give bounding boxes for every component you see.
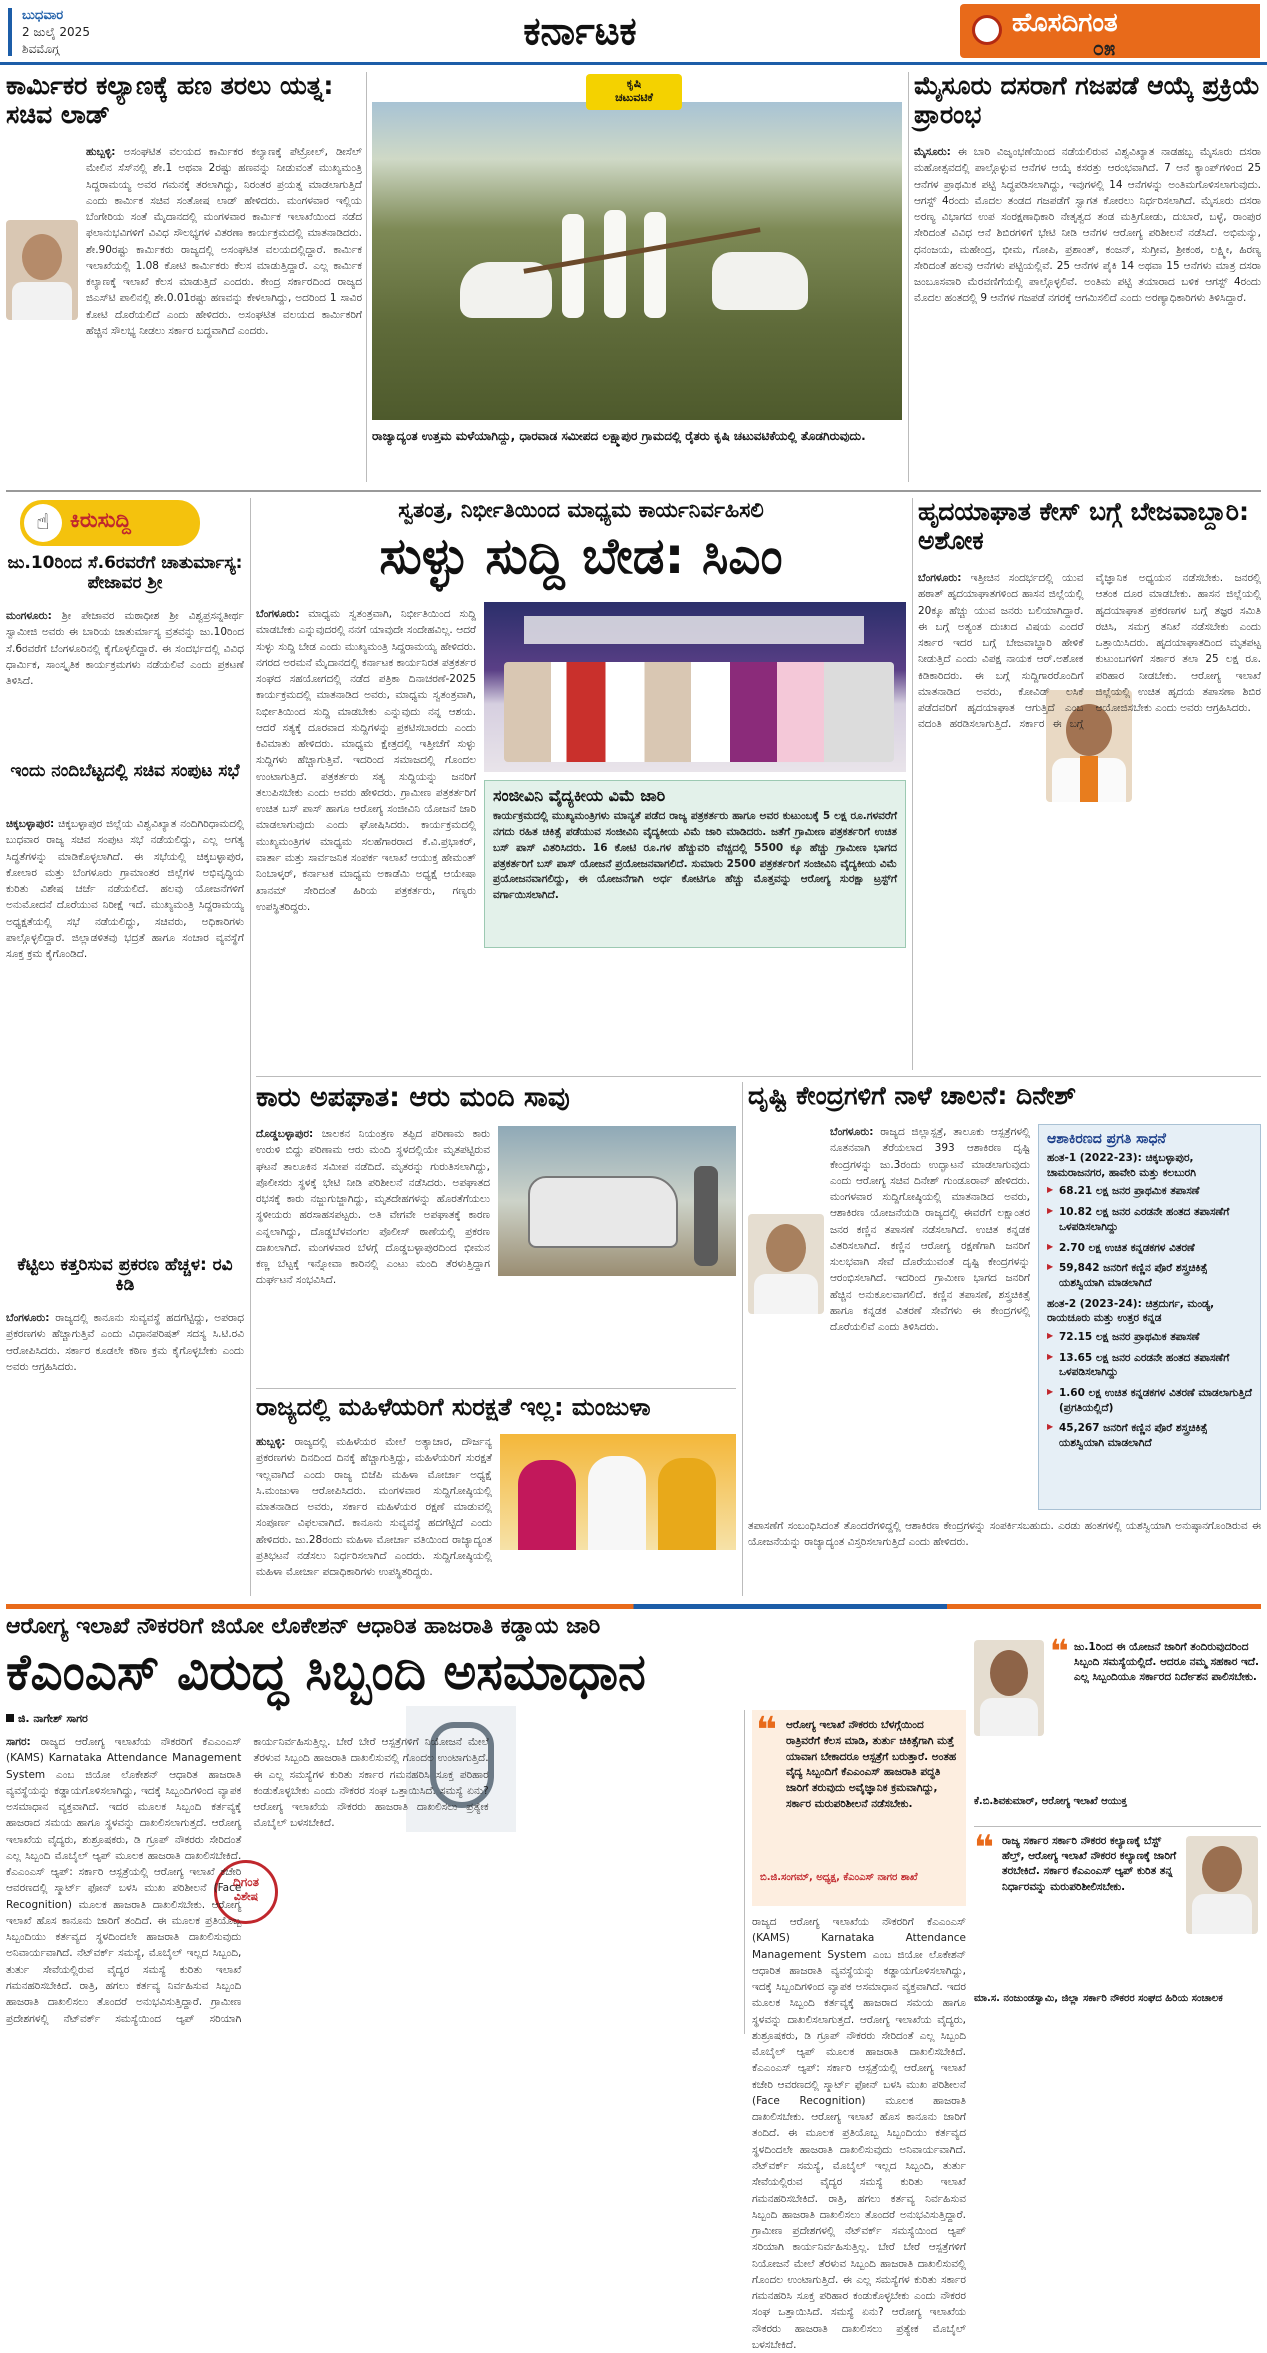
car-body: ಚಾಲಕನ ನಿಯಂತ್ರಣ ತಪ್ಪಿದ ಪರಿಣಾಮ ಕಾರು ಉರುಳಿ ಬಿದ್ದು ಪರಿಣಾಮ ಆರು ಮಂದಿ ಸ್ಥಳದಲ್ಲಿಯೇ ಮೃತಪಟ್ಟಿರುವ ಘಟನೆ ತಾಲೂಕಿನ ಸಮೀಪ ನಡೆದಿದೆ. ಮೃತರನ್ನು ಗುರುತಿಸಲಾಗಿದ್ದು, ಪೊಲೀಸರು ಸ್ಥಳಕ್ಕೆ ಭೇಟಿ ನೀಡಿ ಪರಿಶೀಲನೆ ನಡೆಸಿದರು. ಅಪಘಾತದ ರಭಸಕ್ಕೆ ಕಾರು ನಜ್ಜುಗುಜ್ಜಾಗಿದ್ದು, ಮೃತದೇಹಗಳನ್ನು ಹೊರತೆಗೆಯಲು ಸ್ಥಳೀಯರು ಹರಸಾಹಸಪಟ್ಟರು. ಅತಿ ವೇಗವೇ ಅಪಘಾತಕ್ಕೆ ಕಾರಣ ಎನ್ನಲಾಗಿದ್ದು, ದೊಡ್ಡಬೆಳವಂಗಲ ಪೊಲೀಸ್ ಠಾಣೆಯಲ್ಲಿ ಪ್ರಕರಣ ದಾಖಲಾಗಿದೆ. ಮಂಗಳವಾರ ಬೆಳಗ್ಗೆ ದೊಡ್ಡಬಳ್ಳಾಪುರದಿಂದ ಭೀಮನ ಕಣ್ಣ ಬೆಟ್ಟಕ್ಕೆ ಇನ್ನೋವಾ ಕಾರಿನಲ್ಲಿ ಎಂಟು ಮಂದಿ ತೆರಳುತ್ತಿದ್ದಾಗ ದುರ್ಘಟನೆ ಸಂಭವಿಸಿದೆ. [256, 1128, 491, 1287]
list-item: ▶ 2.70 ಲಕ್ಷ ಉಚಿತ ಕನ್ನಡಕಗಳ ವಿತರಣೆ [1047, 1241, 1252, 1256]
pointing-hand-icon: ☝ [24, 504, 62, 542]
cm-headline: ಸುಳ್ಳು ಸುದ್ದಿ ಬೇಡ: ಸಿಎಂ [379, 527, 783, 585]
speaker-1-icon [518, 1460, 576, 1550]
kirusuddi-column [6, 498, 244, 1596]
cm-dignitaries [504, 662, 894, 762]
speaker-2-icon [588, 1456, 646, 1550]
dinesh-dateline: ಬೆಂಗಳೂರು: [830, 1126, 874, 1138]
kams-story [6, 1614, 1261, 2351]
day-label: ಬುಧವಾರ [22, 8, 64, 23]
kirusuddi-text: ಕಿರುಸುದ್ದಿ [70, 508, 131, 532]
dinesh-body: ರಾಜ್ಯದ ಜಿಲ್ಲಾಸ್ಪತ್ರೆ, ತಾಲೂಕು ಆಸ್ಪತ್ರೆಗಳಲ್ಲಿ ನೂತನವಾಗಿ ತೆರೆಯಲಾದ 393 ಆಶಾಕಿರಣ ದೃಷ್ಟಿ ಕೇಂದ್ರಗಳನ್ನು ಜು.3ರಂದು ಉದ್ಘಾಟನೆ ಮಾಡಲಾಗುವುದು ಎಂದು ಆರೋಗ್ಯ ಸಚಿವ ದಿನೇಶ್ ಗುಂಡೂರಾವ್ ಹೇಳಿದರು. ಮಂಗಳವಾರ ಸುದ್ದಿಗೋಷ್ಠಿಯಲ್ಲಿ ಮಾತನಾಡಿದ ಅವರು, ಆಶಾಕಿರಣ ಯೋಜನೆಯಡಿ ರಾಜ್ಯದಲ್ಲಿ ಈವರೆಗೆ ಲಕ್ಷಾಂತರ ಜನರ ಕಣ್ಣಿನ ತಪಾಸಣೆ ನಡೆಸಲಾಗಿದೆ. ಉಚಿತ ಕನ್ನಡಕ ವಿತರಿಸಲಾಗಿದೆ. ಕಣ್ಣಿನ ಆರೋಗ್ಯ ರಕ್ಷಣೆಗಾಗಿ ಜನರಿಗೆ ಸುಲಭವಾಗಿ ಸೇವೆ ದೊರೆಯುವಂತೆ ದೃಷ್ಟಿ ಕೇಂದ್ರಗಳನ್ನು ಆರಂಭಿಸಲಾಗಿದೆ. ಇದರಿಂದ ಗ್ರಾಮೀಣ ಭಾಗದ ಜನರಿಗೆ ಹೆಚ್ಚಿನ ಅನುಕೂಲವಾಗಲಿದೆ. ಕಣ್ಣಿನ ತಪಾಸಣೆ, ಶಸ್ತ್ರಚಿಕಿತ್ಸೆ ಹಾಗೂ ಕನ್ನಡಕ ವಿತರಣೆ ಸೇವೆಗಳು ಈ ಕೇಂದ್ರಗಳಲ್ಲಿ ದೊರೆಯಲಿವೆ ಎಂದು ತಿಳಿಸಿದರು. [830, 1126, 1030, 1334]
divider [908, 72, 909, 482]
dasara-dateline: ಮೈಸೂರು: [914, 146, 951, 158]
ashok-headline: ಹೃದಯಾಘಾತ ಕೇಸ್ ಬಗ್ಗೆ ಬೇಜವಾಬ್ದಾರಿ: ಅಶೋಕ [918, 497, 1249, 555]
car-accident-story [256, 1082, 736, 1382]
quote2-text: ಜು.1ರಿಂದ ಈ ಯೋಜನೆ ಜಾರಿಗೆ ತಂದಿರುವುದರಿಂದ ಸಿಬ್ಬಂದಿ ಸಮಸ್ಯೆಯಲ್ಲಿದೆ. ಆದರೂ ನಮ್ಮ ಸಹಕಾರ ಇದೆ. ಎಲ್ಲ ಸಿಬ್ಬಂದಿಯೂ ಸರ್ಕಾರದ ನಿರ್ದೇಶನ ಪಾಲಿಸಬೇಕು. [1074, 1641, 1260, 1684]
car-dateline: ದೊಡ್ಡಬಳ್ಳಾಪುರ: [256, 1128, 314, 1140]
list-item: ▶ 1.60 ಲಕ್ಷ ಉಚಿತ ಕನ್ನಡಕಗಳ ವಿತರಣೆ ಮಾಡಲಾಗುತ್ತಿದೆ (ಪ್ರಗತಿಯಲ್ಲಿದೆ) [1047, 1386, 1252, 1415]
quote1-by: ಬಿ.ಜಿ.ಸಂಗಮ್, ಅಧ್ಯಕ್ಷ, ಕೆಎಂಎಸ್ ನಾಗರ ಶಾಖೆ [760, 1872, 918, 1883]
women-dateline: ಹುಬ್ಬಳ್ಳಿ: [256, 1436, 286, 1448]
masthead [0, 0, 1267, 62]
cm-body: ಮಾಧ್ಯಮ ಸ್ವತಂತ್ರವಾಗಿ, ನಿರ್ಭೀತಿಯಿಂದ ಸುದ್ದಿ ಮಾಡಬೇಕು ಎನ್ನುವುದರಲ್ಲಿ ನನಗೆ ಯಾವುದೇ ಸಂದೇಹವಿಲ್ಲ. ಆದರೆ ಸುಳ್ಳು ಸುದ್ದಿ ಬೇಡ ಎಂದು ಮುಖ್ಯಮಂತ್ರಿ ಸಿದ್ದರಾಮಯ್ಯ ಹೇಳಿದರು. ನಗರದ ಅರಮನೆ ಮೈದಾನದಲ್ಲಿ ಕರ್ನಾಟಕ ಕಾರ್ಯನಿರತ ಪತ್ರಕರ್ತರ ಸಂಘದ ಸಹಯೋಗದಲ್ಲಿ ನಡೆದ ಪತ್ರಿಕಾ ದಿನಾಚರಣೆ-2025 ಕಾರ್ಯಕ್ರಮದಲ್ಲಿ ಮಾತನಾಡಿದ ಅವರು, ಮಾಧ್ಯಮ ಸ್ವತಂತ್ರವಾಗಿ, ನಿರ್ಭೀತಿಯಿಂದ ಸುದ್ದಿ ಮಾಡಬೇಕು ಎನ್ನುವುದು ನನ್ನ ಆಶಯ. ಆದರೆ ಸತ್ಯಕ್ಕೆ ದೂರವಾದ ಸುದ್ದಿಗಳನ್ನು ಪ್ರಕಟಿಸಬಾರದು ಎಂದು ಕಿವಿಮಾತು ಹೇಳಿದರು. ಮಾಧ್ಯಮ ಕ್ಷೇತ್ರದಲ್ಲಿ ಇತ್ತೀಚೆಗೆ ಸುಳ್ಳು ಸುದ್ದಿಗಳು ಹೆಚ್ಚಾಗುತ್ತಿವೆ. ಇದರಿಂದ ಸಮಾಜದಲ್ಲಿ ಗೊಂದಲ ಉಂಟಾಗುತ್ತಿದೆ. ಪತ್ರಕರ್ತರು ಸತ್ಯ ಸುದ್ದಿಯನ್ನು ಜನರಿಗೆ ತಲುಪಿಸಬೇಕು ಎಂದು ಅವರು ಹೇಳಿದರು. ಗ್ರಾಮೀಣ ಪತ್ರಕರ್ತರಿಗೆ ಉಚಿತ ಬಸ್ ಪಾಸ್ ಹಾಗೂ ಆರೋಗ್ಯ ಸಂಜೀವಿನಿ ಯೋಜನೆ ಜಾರಿ ಮಾಡಲಾಗುವುದು ಎಂದು ಘೋಷಿಸಿದರು. ಕಾರ್ಯಕ್ರಮದಲ್ಲಿ ಮುಖ್ಯಮಂತ್ರಿಗಳ ಮಾಧ್ಯಮ ಸಲಹೆಗಾರರಾದ ಕೆ.ವಿ.ಪ್ರಭಾಕರ್, ವಾರ್ತಾ ಮತ್ತು ಸಾರ್ವಜನಿಕ ಸಂಪರ್ಕ ಇಲಾಖೆ ಆಯುಕ್ತ ಹೇಮಂತ್ ನಿಂಬಾಳ್ಕರ್, ಕರ್ನಾಟಕ ಮಾಧ್ಯಮ ಅಕಾಡೆಮಿ ಅಧ್ಯಕ್ಷೆ ಆಯೇಷಾ ಖಾನಮ್ ಸೇರಿದಂತೆ ಹಿರಿಯ ಪತ್ರಕರ್ತರು, ಗಣ್ಯರು ಉಪಸ್ಥಿತರಿದ್ದರು. [256, 608, 476, 913]
women-safety-story [256, 1394, 736, 1596]
dasara-body: ಈ ಬಾರಿ ವಿಜೃಂಭಣೆಯಿಂದ ನಡೆಯಲಿರುವ ವಿಶ್ವವಿಖ್ಯಾತ ನಾಡಹಬ್ಬ ಮೈಸೂರು ದಸರಾ ಮಹೋತ್ಸವದಲ್ಲಿ ಪಾಲ್ಗೊಳ್ಳುವ ಆನೆಗಳ ಆಯ್ಕೆ ಕಸರತ್ತು ಆರಂಭವಾಗಿದೆ. 7 ಆನೆ ಕ್ಯಾಂಪ್‌ಗಳಿಂದ 25 ಆನೆಗಳ ಪ್ರಾಥಮಿಕ ಪಟ್ಟಿ ಸಿದ್ಧಪಡಿಸಲಾಗಿದ್ದು, ಇವುಗಳಲ್ಲಿ 14 ಆನೆಗಳನ್ನು ಅಂತಿಮಗೊಳಿಸಲಾಗುವುದು. ಆಗಸ್ಟ್ 4ರಂದು ಮೊದಲ ತಂಡದ ಗಜಪಡೆಗೆ ಸ್ವಾಗತ ಕೋರಲು ನಿರ್ಧರಿಸಲಾಗಿದೆ. ಮೈಸೂರು ದಸರಾ ಅರಣ್ಯ ವಿಭಾಗದ ಉಪ ಸಂರಕ್ಷಣಾಧಿಕಾರಿ ನೇತೃತ್ವದ ತಂಡ ಮತ್ತಿಗೋಡು, ದುಬಾರೆ, ಬಳ್ಳೆ, ರಾಂಪುರ ಸೇರಿದಂತೆ ವಿವಿಧ ಆನೆ ಶಿಬಿರಗಳಿಗೆ ಭೇಟಿ ನೀಡಿ ಆನೆಗಳ ಆರೋಗ್ಯ ಪರಿಶೀಲನೆ ನಡೆಸಿದೆ. ಅಭಿಮನ್ಯು, ಧನಂಜಯ, ಮಹೇಂದ್ರ, ಭೀಮ, ಗೋಪಿ, ಪ್ರಶಾಂತ್, ಕಂಜನ್, ಸುಗ್ರೀವ, ಶ್ರೀಕಂಠ, ಲಕ್ಷ್ಮೀ, ಹಿರಣ್ಯ ಸೇರಿದಂತೆ ಹಲವು ಆನೆಗಳು ಪಟ್ಟಿಯಲ್ಲಿವೆ. 25 ಆನೆಗಳ ಪೈಕಿ 14 ಅಥವಾ 15 ಆನೆಗಳು ಮಾತ್ರ ದಸರಾ ಜಂಬೂಸವಾರಿ ಮೆರವಣಿಗೆಯಲ್ಲಿ ಪಾಲ್ಗೊಳ್ಳಲಿವೆ. ಅಂತಿಮ ಪಟ್ಟಿ ತಯಾರಾದ ಬಳಿಕ ಆಗಸ್ಟ್ 4ರಂದು ಮೊದಲ ಹಂತದಲ್ಲಿ 9 ಆನೆಗಳ ಗಜಪಡೆ ನಗರಕ್ಕೆ ಆಗಮಿಸಲಿದೆ ಎಂದು ಅರಣ್ಯಾಧಿಕಾರಿಗಳು ತಿಳಿಸಿದ್ದಾರೆ. [914, 146, 1261, 305]
quote2-box [974, 1632, 1261, 1822]
kams-body: ರಾಜ್ಯದ ಆರೋಗ್ಯ ಇಲಾಖೆಯ ನೌಕರರಿಗೆ ಕೆಎಎಂಎಸ್ (KAMS) Karnataka Attendance Management System ಎಂಬ ಜಿಯೋ ಲೊಕೇಶನ್ ಆಧಾರಿತ ಹಾಜರಾತಿ ವ್ಯವಸ್ಥೆಯನ್ನು ಕಡ್ಡಾಯಗೊಳಿಸಲಾಗಿದ್ದು, ಇದಕ್ಕೆ ಸಿಬ್ಬಂದಿಗಳಿಂದ ವ್ಯಾಪಕ ಅಸಮಾಧಾನ ವ್ಯಕ್ತವಾಗಿದೆ. ಇದರ ಮೂಲಕ ಸಿಬ್ಬಂದಿ ಕರ್ತವ್ಯಕ್ಕೆ ಹಾಜರಾದ ಸಮಯ ಹಾಗೂ ಸ್ಥಳವನ್ನು ದಾಖಲಿಸಲಾಗುತ್ತದೆ. ಆರೋಗ್ಯ ಇಲಾಖೆಯ ವೈದ್ಯರು, ಶುಶ್ರೂಷಕರು, ಡಿ ಗ್ರೂಪ್ ನೌಕರರು ಸೇರಿದಂತೆ ಎಲ್ಲ ಸಿಬ್ಬಂದಿ ಮೊಬೈಲ್ ಆ್ಯಪ್ ಮೂಲಕ ಹಾಜರಾತಿ ದಾಖಲಿಸಬೇಕಿದೆ. ಕೆಎಎಂಎಸ್ ಆ್ಯಪ್: ಸರ್ಕಾರಿ ಆಸ್ಪತ್ರೆಯಲ್ಲಿ ಆರೋಗ್ಯ ಇಲಾಖೆ ಕಚೇರಿ ಆವರಣದಲ್ಲಿ ಸ್ಮಾರ್ಟ್ ಫೋನ್ ಬಳಸಿ ಮುಖ ಪರಿಶೀಲನೆ (Face Recognition) ಮೂಲಕ ಹಾಜರಾತಿ ದಾಖಲಿಸಬೇಕು. ಆರೋಗ್ಯ ಇಲಾಖೆ ಹೊಸ ಕಾನೂನು ಜಾರಿಗೆ ತಂದಿದೆ. ಈ ಮೂಲಕ ಪ್ರತಿಯೊಬ್ಬ ಸಿಬ್ಬಂದಿಯು ಕರ್ತವ್ಯದ ಸ್ಥಳದಿಂದಲೇ ಹಾಜರಾತಿ ದಾಖಲಿಸುವುದು ಅನಿವಾರ್ಯವಾಗಿದೆ. ನೆಟ್‌ವರ್ಕ್ ಸಮಸ್ಯೆ, ಮೊಬೈಲ್ ಇಲ್ಲದ ಸಿಬ್ಬಂದಿ, ತುರ್ತು ಸೇವೆಯಲ್ಲಿರುವ ವೈದ್ಯರ ಸಮಸ್ಯೆ ಕುರಿತು ಇಲಾಖೆ ಗಮನಹರಿಸಬೇಕಿದೆ. ರಾತ್ರಿ, ಹಗಲು ಕರ್ತವ್ಯ ನಿರ್ವಹಿಸುವ ಸಿಬ್ಬಂದಿ ಹಾಜರಾತಿ ದಾಖಲಿಸಲು ತೊಂದರೆ ಅನುಭವಿಸುತ್ತಿದ್ದಾರೆ. ಗ್ರಾಮೀಣ ಪ್ರದೇಶಗಳಲ್ಲಿ ನೆಟ್‌ವರ್ಕ್ ಸಮಸ್ಯೆಯಿಂದ ಆ್ಯಪ್ ಸರಿಯಾಗಿ ಕಾರ್ಯನಿರ್ವಹಿಸುತ್ತಿಲ್ಲ. ಬೇರೆ ಬೇರೆ ಆಸ್ಪತ್ರೆಗಳಿಗೆ ನಿಯೋಜನೆ ಮೇಲೆ ತೆರಳುವ ಸಿಬ್ಬಂದಿ ಹಾಜರಾತಿ ದಾಖಲಿಸುವಲ್ಲಿ ಗೊಂದಲ ಉಂಟಾಗುತ್ತಿದೆ. ಈ ಎಲ್ಲ ಸಮಸ್ಯೆಗಳ ಕುರಿತು ಸರ್ಕಾರ ಗಮನಹರಿಸಿ ಸೂಕ್ತ ಪರಿಹಾರ ಕಂಡುಕೊಳ್ಳಬೇಕು ಎಂದು ನೌಕರರ ಸಂಘ ಒತ್ತಾಯಿಸಿದೆ. ಸಮಸ್ಯೆ ಏನು? ಆರೋಗ್ಯ ಇಲಾಖೆಯ ನೌಕರರು ಹಾಜರಾತಿ ದಾಖಲಿಸಲು ಪ್ರತ್ಯೇಕ ಮೊಬೈಲ್ ಬಳಸಬೇಕಿದೆ. [6, 1736, 489, 2025]
sanjeevini-title: ಸಂಜೀವಿನಿ ವೈದ್ಯಕೀಯ ವಿಮೆ ಜಾರಿ [493, 786, 666, 805]
phase2-list [1047, 1330, 1252, 1451]
labour-headline: ಕಾರ್ಮಿಕರ ಕಲ್ಯಾಣಕ್ಕೆ ಹಣ ತರಲು ಯತ್ನ: ಸಚಿವ ಲಾಡ್ [6, 71, 334, 129]
kams-side-note [752, 1914, 966, 2351]
kirusuddi-label [20, 500, 200, 546]
nanjundaswamy-face-icon [1202, 1846, 1242, 1892]
quote2-by: ಕೆ.ಬಿ.ಶಿವಕುಮಾರ್, ಆರೋಗ್ಯ ಇಲಾಖೆ ಆಯುಕ್ತ [974, 1796, 1127, 1807]
list-item: ▶ 10.82 ಲಕ್ಷ ಜನರ ಎರಡನೇ ಹಂತದ ತಪಾಸಣೆಗೆ ಒಳಪಡಿಸಲಾಗಿದ್ದು [1047, 1205, 1252, 1234]
quote1-box [752, 1710, 966, 1906]
ashakirana-box [1038, 1124, 1261, 1510]
nanjundaswamy-shirt-icon [1192, 1894, 1252, 1934]
dasara-headline: ಮೈಸೂರು ದಸರಾಗೆ ಗಜಪಡೆ ಆಯ್ಕೆ ಪ್ರಕ್ರಿಯೆ ಪ್ರಾರಂಭ [914, 71, 1261, 129]
kirusuddi-item2-title: ಇಂದು ನಂದಿಬೆಟ್ಟದಲ್ಲಿ ಸಚಿವ ಸಂಪುಟ ಸಭೆ [10, 761, 240, 781]
ashok-dateline: ಬೆಂಗಳೂರು: [918, 572, 962, 584]
list-item: ▶ 45,267 ಜನರಿಗೆ ಕಣ್ಣಿನ ಪೊರೆ ಶಸ್ತ್ರಚಿಕಿತ್ಸೆ ಯಶಸ್ವಿಯಾಗಿ ಮಾಡಲಾಗಿದೆ [1047, 1421, 1252, 1450]
dinesh-headline: ದೃಷ್ಟಿ ಕೇಂದ್ರಗಳಿಗೆ ನಾಳೆ ಚಾಲನೆ: ದಿನೇಶ್ [748, 1081, 1077, 1110]
ashok-body: ಇತ್ತೀಚಿನ ಸಂದರ್ಭದಲ್ಲಿ ಯುವ ಹಠಾತ್ ಹೃದಯಾಘಾತಗಳಿಂದ ಹಾಸನ ಜಿಲ್ಲೆಯಲ್ಲಿ 20ಕ್ಕೂ ಹೆಚ್ಚು ಯುವ ಜನರು ಬಲಿಯಾಗಿದ್ದಾರೆ. ಈ ಬಗ್ಗೆ ಅತ್ಯಂತ ದುಃಖದ ವಿಷಯ ಎಂದರೆ ಸರ್ಕಾರ ಇದರ ಬಗ್ಗೆ ಬೇಜವಾಬ್ದಾರಿ ಹೇಳಿಕೆ ನೀಡುತ್ತಿದೆ ಎಂದು ವಿಪಕ್ಷ ನಾಯಕ ಆರ್.ಅಶೋಕ ಕಿಡಿಕಾರಿದರು. ಈ ಬಗ್ಗೆ ಸುದ್ದಿಗಾರರೊಂದಿಗೆ ಮಾತನಾಡಿದ ಅವರು, ಕೋವಿಡ್ ಲಸಿಕೆ ಪಡೆದವರಿಗೆ ಹೃದಯಾಘಾತ ಆಗುತ್ತಿದೆ ಎಂಬ ವದಂತಿ ಹರಡಿಸಲಾಗುತ್ತಿದೆ. ಸರ್ಕಾರ ಈ ಬಗ್ಗೆ ವೈಜ್ಞಾನಿಕ ಅಧ್ಯಯನ ನಡೆಸಬೇಕು. ಜನರಲ್ಲಿ ಆತಂಕ ದೂರ ಮಾಡಬೇಕು. ಹಾಸನ ಜಿಲ್ಲೆಯಲ್ಲಿ ಹೃದಯಾಘಾತ ಪ್ರಕರಣಗಳ ಬಗ್ಗೆ ತಜ್ಞರ ಸಮಿತಿ ರಚಿಸಿ, ಸಮಗ್ರ ತನಿಖೆ ನಡೆಸಬೇಕು ಎಂದು ಒತ್ತಾಯಿಸಿದರು. ಹೃದಯಾಘಾತದಿಂದ ಮೃತಪಟ್ಟ ಕುಟುಂಬಗಳಿಗೆ ಸರ್ಕಾರ ತಲಾ 25 ಲಕ್ಷ ರೂ. ಪರಿಹಾರ ನೀಡಬೇಕು. ಆರೋಗ್ಯ ಇಲಾಖೆ ಜಿಲ್ಲೆಯಲ್ಲಿ ಉಚಿತ ಹೃದಯ ತಪಾಸಣಾ ಶಿಬಿರ ಆಯೋಜಿಸಬೇಕು ಎಂದು ಅವರು ಆಗ್ರಹಿಸಿದರು. [918, 572, 1261, 731]
women-body: ರಾಜ್ಯದಲ್ಲಿ ಮಹಿಳೆಯರ ಮೇಲೆ ಅತ್ಯಾಚಾರ, ದೌರ್ಜನ್ಯ ಪ್ರಕರಣಗಳು ದಿನದಿಂದ ದಿನಕ್ಕೆ ಹೆಚ್ಚಾಗುತ್ತಿದ್ದು, ಮಹಿಳೆಯರಿಗೆ ಸುರಕ್ಷತೆ ಇಲ್ಲವಾಗಿದೆ ಎಂದು ರಾಜ್ಯ ಬಿಜೆಪಿ ಮಹಿಳಾ ಮೋರ್ಚಾ ಅಧ್ಯಕ್ಷೆ ಸಿ.ಮಂಜುಳಾ ಆರೋಪಿಸಿದರು. ಮಂಗಳವಾರ ಸುದ್ದಿಗೋಷ್ಠಿಯಲ್ಲಿ ಮಾತನಾಡಿದ ಅವರು, ಸರ್ಕಾರ ಮಹಿಳೆಯರ ರಕ್ಷಣೆ ಮಾಡುವಲ್ಲಿ ಸಂಪೂರ್ಣ ವಿಫಲವಾಗಿದೆ. ಕಾನೂನು ಸುವ್ಯವಸ್ಥೆ ಹದಗೆಟ್ಟಿದೆ ಎಂದು ಹೇಳಿದರು. ಜು.28ರಂದು ಮಹಿಳಾ ಮೋರ್ಚಾ ವತಿಯಿಂದ ರಾಜ್ಯಾದ್ಯಂತ ಪ್ರತಿಭಟನೆ ನಡೆಸಲು ನಿರ್ಧರಿಸಲಾಗಿದೆ ಎಂದರು. ಸುದ್ದಿಗೋಷ್ಠಿಯಲ್ಲಿ ಮಹಿಳಾ ಮೋರ್ಚಾ ಪದಾಧಿಕಾರಿಗಳು ಉಪಸ್ಥಿತರಿದ್ದರು. [256, 1436, 492, 1579]
dasara-story [914, 72, 1261, 482]
cm-story [256, 498, 906, 1070]
page-number: ೦೫ [1092, 36, 1116, 60]
labour-dateline: ಹುಬ್ಬಳ್ಳಿ: [86, 146, 116, 158]
women-headline: ರಾಜ್ಯದಲ್ಲಿ ಮಹಿಳೆಯರಿಗೆ ಸುರಕ್ಷತೆ ಇಲ್ಲ: ಮಂಜುಳಾ [256, 1393, 651, 1421]
car-wreck-photo [498, 1126, 736, 1276]
kirusuddi-item3-body: ರಾಜ್ಯದಲ್ಲಿ ಕಾನೂನು ಸುವ್ಯವಸ್ಥೆ ಹದಗೆಟ್ಟಿದ್ದು, ಅಪರಾಧ ಪ್ರಕರಣಗಳು ಹೆಚ್ಚಾಗುತ್ತಿವೆ ಎಂದು ವಿಧಾನಪರಿಷತ್ ಸದಸ್ಯ ಸಿ.ಟಿ.ರವಿ ಆರೋಪಿಸಿದರು. ಸರ್ಕಾರ ಕೂಡಲೇ ಕಠಿಣ ಕ್ರಮ ಕೈಗೊಳ್ಳಬೇಕು ಎಂದು ಅವರು ಆಗ್ರಹಿಸಿದರು. [6, 1312, 245, 1373]
date-label: 2 ಜುಲೈ 2025 [22, 25, 90, 39]
kams-dateline: ಸಾಗರ: [6, 1736, 31, 1748]
byline-square-icon [6, 1714, 14, 1722]
cm-stage-banner [524, 616, 864, 644]
divider [366, 72, 367, 482]
labour-body: ಅಸಂಘಟಿತ ವಲಯದ ಕಾರ್ಮಿಕರ ಕಲ್ಯಾಣಕ್ಕೆ ಪೆಟ್ರೋಲ್, ಡೀಸೆಲ್ ಮೇಲಿನ ಸೆಸ್‌ನಲ್ಲಿ ಶೇ.1 ಅಥವಾ 2ರಷ್ಟು ಹಣವನ್ನು ನೀಡುವಂತೆ ಮುಖ್ಯಮಂತ್ರಿ ಸಿದ್ದರಾಮಯ್ಯ ಅವರ ಗಮನಕ್ಕೆ ತರಲಾಗಿದ್ದು, ನಿರಂತರ ಪ್ರಯತ್ನ ಮಾಡಲಾಗುತ್ತಿದೆ ಎಂದು ಕಾರ್ಮಿಕ ಸಚಿವ ಸಂತೋಷ ಲಾಡ್ ಹೇಳಿದರು. ಮಂಗಳವಾರ ಇಲ್ಲಿಯ ಬೆಂಗೇರಿಯ ಸಂತೆ ಮೈದಾನದಲ್ಲಿ ಮಂಗಳವಾರ ಕಾರ್ಮಿಕ ಇಲಾಖೆಯಿಂದ ನಡೆದ ಫಲಾನುಭವಿಗಳಿಗೆ ವಿವಿಧ ಸೌಲಭ್ಯಗಳ ವಿತರಣಾ ಕಾರ್ಯಕ್ರಮದಲ್ಲಿ ಮಾತನಾಡಿದರು. ಶೇ.90ರಷ್ಟು ಕಾರ್ಮಿಕರು ರಾಜ್ಯದಲ್ಲಿ ಅಸಂಘಟಿತ ವಲಯದಲ್ಲಿದ್ದಾರೆ. ಕಾರ್ಮಿಕ ಇಲಾಖೆಯಲ್ಲಿ 1.08 ಕೋಟಿ ಕಾರ್ಮಿಕರು ಕೆಲಸ ಮಾಡುತ್ತಿದ್ದಾರೆ. ಎಲ್ಲ ಕಾರ್ಮಿಕ ಕಲ್ಯಾಣಕ್ಕೆ ಇಲಾಖೆ ಕೆಲಸ ಮಾಡುತ್ತಿದೆ ಎಂದರು. ಕೇಂದ್ರ ಸರ್ಕಾರದಿಂದ ರಾಜ್ಯದ ಜಿಎಸ್‌ಟಿ ಪಾಲಿನಲ್ಲಿ ಶೇ.0.01ರಷ್ಟು ಹಣವನ್ನು ಕೇಳಲಾಗಿದ್ದು, ಅದರಿಂದ 1 ಸಾವಿರ ಕೋಟಿ ದೊರೆಯಲಿದೆ ಎಂದು ಹೇಳಿದರು. ಅಸಂಘಟಿತ ವಲಯದ ಕಾರ್ಮಿಕರಿಗೆ ಹೆಚ್ಚಿನ ಸೌಲಭ್ಯ ನೀಡಲು ಸರ್ಕಾರ ಬದ್ಧವಾಗಿದೆ ಎಂದರು. [86, 146, 362, 337]
kams-kicker: ಆರೋಗ್ಯ ಇಲಾಖೆ ನೌಕರರಿಗೆ ಜಿಯೋ ಲೊಕೇಶನ್ ಆಧಾರಿತ ಹಾಜರಾತಿ ಕಡ್ಡಾಯ ಜಾರಿ [6, 1614, 601, 1639]
car-headline: ಕಾರು ಅಪಘಾತ: ಆರು ಮಂದಿ ಸಾವು [256, 1082, 570, 1113]
nanjundaswamy-photo [1186, 1836, 1258, 1934]
quote-mark-icon: ❝ [974, 1828, 994, 1868]
kams-byline: ಜಿ. ನಾಗೇಶ್ ಸಾಗರ [18, 1712, 88, 1725]
speaker-3-icon [658, 1458, 716, 1550]
kirusuddi-item3-title: ಕೆಟ್ಟಿಲು ಕತ್ತರಿಸುವ ಪ್ರಕರಣ ಹೆಚ್ಚಳ: ರವಿ ಕಿಡಿ [17, 1255, 233, 1295]
phase1-list [1047, 1184, 1252, 1290]
kams-body-tail: ರಾಜ್ಯದ ಆರೋಗ್ಯ ಇಲಾಖೆಯ ನೌಕರರಿಗೆ ಕೆಎಎಂಎಸ್ (KAMS) Karnataka Attendance Management System ಎಂಬ ಜಿಯೋ ಲೊಕೇಶನ್ ಆಧಾರಿತ ಹಾಜರಾತಿ ವ್ಯವಸ್ಥೆಯನ್ನು ಕಡ್ಡಾಯಗೊಳಿಸಲಾಗಿದ್ದು, ಇದಕ್ಕೆ ಸಿಬ್ಬಂದಿಗಳಿಂದ ವ್ಯಾಪಕ ಅಸಮಾಧಾನ ವ್ಯಕ್ತವಾಗಿದೆ. ಇದರ ಮೂಲಕ ಸಿಬ್ಬಂದಿ ಕರ್ತವ್ಯಕ್ಕೆ ಹಾಜರಾದ ಸಮಯ ಹಾಗೂ ಸ್ಥಳವನ್ನು ದಾಖಲಿಸಲಾಗುತ್ತದೆ. ಆರೋಗ್ಯ ಇಲಾಖೆಯ ವೈದ್ಯರು, ಶುಶ್ರೂಷಕರು, ಡಿ ಗ್ರೂಪ್ ನೌಕರರು ಸೇರಿದಂತೆ ಎಲ್ಲ ಸಿಬ್ಬಂದಿ ಮೊಬೈಲ್ ಆ್ಯಪ್ ಮೂಲಕ ಹಾಜರಾತಿ ದಾಖಲಿಸಬೇಕಿದೆ. ಕೆಎಎಂಎಸ್ ಆ್ಯಪ್: ಸರ್ಕಾರಿ ಆಸ್ಪತ್ರೆಯಲ್ಲಿ ಆರೋಗ್ಯ ಇಲಾಖೆ ಕಚೇರಿ ಆವರಣದಲ್ಲಿ ಸ್ಮಾರ್ಟ್ ಫೋನ್ ಬಳಸಿ ಮುಖ ಪರಿಶೀಲನೆ (Face Recognition) ಮೂಲಕ ಹಾಜರಾತಿ ದಾಖಲಿಸಬೇಕು. ಆರೋಗ್ಯ ಇಲಾಖೆ ಹೊಸ ಕಾನೂನು ಜಾರಿಗೆ ತಂದಿದೆ. ಈ ಮೂಲಕ ಪ್ರತಿಯೊಬ್ಬ ಸಿಬ್ಬಂದಿಯು ಕರ್ತವ್ಯದ ಸ್ಥಳದಿಂದಲೇ ಹಾಜರಾತಿ ದಾಖಲಿಸುವುದು ಅನಿವಾರ್ಯವಾಗಿದೆ. ನೆಟ್‌ವರ್ಕ್ ಸಮಸ್ಯೆ, ಮೊಬೈಲ್ ಇಲ್ಲದ ಸಿಬ್ಬಂದಿ, ತುರ್ತು ಸೇವೆಯಲ್ಲಿರುವ ವೈದ್ಯರ ಸಮಸ್ಯೆ ಕುರಿತು ಇಲಾಖೆ ಗಮನಹರಿಸಬೇಕಿದೆ. ರಾತ್ರಿ, ಹಗಲು ಕರ್ತವ್ಯ ನಿರ್ವಹಿಸುವ ಸಿಬ್ಬಂದಿ ಹಾಜರಾತಿ ದಾಖಲಿಸಲು ತೊಂದರೆ ಅನುಭವಿಸುತ್ತಿದ್ದಾರೆ. ಗ್ರಾಮೀಣ ಪ್ರದೇಶಗಳಲ್ಲಿ ನೆಟ್‌ವರ್ಕ್ ಸಮಸ್ಯೆಯಿಂದ ಆ್ಯಪ್ ಸರಿಯಾಗಿ ಕಾರ್ಯನಿರ್ವಹಿಸುತ್ತಿಲ್ಲ. ಬೇರೆ ಬೇರೆ ಆಸ್ಪತ್ರೆಗಳಿಗೆ ನಿಯೋಜನೆ ಮೇಲೆ ತೆರಳುವ ಸಿಬ್ಬಂದಿ ಹಾಜರಾತಿ ದಾಖಲಿಸುವಲ್ಲಿ ಗೊಂದಲ ಉಂಟಾಗುತ್ತಿದೆ. ಈ ಎಲ್ಲ ಸಮಸ್ಯೆಗಳ ಕುರಿತು ಸರ್ಕಾರ ಗಮನಹರಿಸಿ ಸೂಕ್ತ ಪರಿಹಾರ ಕಂಡುಕೊಳ್ಳಬೇಕು ಎಂದು ನೌಕರರ ಸಂಘ ಒತ್ತಾಯಿಸಿದೆ. ಸಮಸ್ಯೆ ಏನು? ಆರೋಗ್ಯ ಇಲಾಖೆಯ ನೌಕರರು ಹಾಜರಾತಿ ದಾಖಲಿಸಲು ಪ್ರತ್ಯೇಕ ಮೊಬೈಲ್ ಬಳಸಬೇಕಿದೆ. [752, 1916, 966, 2351]
kirusuddi-item1-title: ಜು.10ರಿಂದ ಸೆ.6ರವರೆಗೆ ಚಾತುರ್ಮಾಸ್ಯ: ಪೇಜಾವರ ಶ್ರೀ [7, 553, 243, 593]
phase2-label: ಹಂತ-2 (2023-24): ಚಿತ್ರದುರ್ಗ, ಮಂಡ್ಯ, ರಾಯಚೂರು ಮತ್ತು ಉತ್ತರ ಕನ್ನಡ [1047, 1297, 1215, 1325]
quote1-text: ಆರೋಗ್ಯ ಇಲಾಖೆ ನೌಕರರು ಬೆಳಗ್ಗೆಯಿಂದ ರಾತ್ರಿವರೆಗೆ ಕೆಲಸ ಮಾಡಿ, ತುರ್ತು ಚಿಕಿತ್ಸೆಗಾಗಿ ಮತ್ತೆ ಯಾವಾಗ ಬೇಕಾದರೂ ಆಸ್ಪತ್ರೆಗೆ ಬರುತ್ತಾರೆ. ಅಂತಹ ವೈದ್ಯ ಸಿಬ್ಬಂದಿಗೆ ಕೆಎಎಂಎಸ್ ಹಾಜರಾತಿ ಪದ್ಧತಿ ಜಾರಿಗೆ ತರುವುದು ಅವೈಜ್ಞಾನಿಕ ಕ್ರಮವಾಗಿದ್ದು, ಸರ್ಕಾರ ಮರುಪರಿಶೀಲನೆ ನಡೆಸಬೇಕು. [786, 1719, 957, 1810]
logo-emblem-icon [972, 15, 1002, 45]
paper-logo [960, 4, 1260, 58]
women-presser-photo [500, 1434, 736, 1550]
masthead-rule [0, 62, 1267, 65]
farmer-2-icon [604, 210, 626, 318]
cm-event-photo [484, 602, 906, 772]
agri-tag-line1: ಕೃಷಿ [626, 77, 642, 90]
quote3-by: ಮಾ.ಸ. ನಂಜುಂಡಸ್ವಾಮಿ, ಜಿಲ್ಲಾ ಸರ್ಕಾರಿ ನೌಕರರ ಸಂಘದ ಹಿರಿಯ ಸಂಚಾಲಕ [974, 1993, 1223, 2004]
kams-byline-row [6, 1712, 236, 1730]
bystander-icon [694, 1166, 718, 1266]
divider [742, 1082, 743, 1596]
shivakumar-photo [974, 1640, 1044, 1736]
dinesh-body-continued: ತಪಾಸಣೆಗೆ ಸಂಬಂಧಿಸಿದಂತೆ ತೊಂದರೆಗಳಿದ್ದಲ್ಲಿ ಆಶಾಕಿರಣ ಕೇಂದ್ರಗಳನ್ನು ಸಂಪರ್ಕಿಸಬಹುದು. ಎರಡು ಹಂತಗಳಲ್ಲಿ ಯಶಸ್ವಿಯಾಗಿ ಅನುಷ್ಠಾನಗೊಂಡಿರುವ ಈ ಯೋಜನೆಯನ್ನು ರಾಜ್ಯಾದ್ಯಂತ ವಿಸ್ತರಿಸಲಾಗುತ್ತಿದೆ ಎಂದು ಹೇಳಿದರು. [748, 1520, 1261, 1549]
divider [256, 1076, 1261, 1077]
farmer-3-icon [644, 212, 666, 318]
quote3-text: ರಾಜ್ಯ ಸರ್ಕಾರ ಸರ್ಕಾರಿ ನೌಕರರ ಕಲ್ಯಾಣಕ್ಕೆ ಬೆಸ್ಟ್ ಹೆಲ್ತ್, ಆರೋಗ್ಯ ಇಲಾಖೆ ನೌಕರರ ಕಲ್ಯಾಣಕ್ಕೆ ಜಾರಿಗೆ ತರಬೇಕಿದೆ. ಸರ್ಕಾರ ಕೆಎಎಂಎಸ್ ಆ್ಯಪ್ ಕುರಿತ ತನ್ನ ನಿರ್ಧಾರವನ್ನು ಮರುಪರಿಶೀಲಿಸಬೇಕು. [1002, 1835, 1177, 1893]
list-item: ▶ 13.65 ಲಕ್ಷ ಜನರ ಎರಡನೇ ಹಂತದ ತಪಾಸಣೆಗೆ ಒಳಪಡಿಸಲಾಗಿದ್ದು [1047, 1351, 1252, 1380]
agri-feature [372, 72, 902, 482]
kirusuddi-item1-body: ಶ್ರೀ ಪೇಜಾವರ ಮಠಾಧೀಶ ಶ್ರೀ ವಿಶ್ವಪ್ರಸನ್ನತೀರ್ಥ ಸ್ವಾಮೀಜಿ ಅವರು ಈ ಬಾರಿಯ ಚಾತುರ್ಮಾಸ್ಯ ವ್ರತವನ್ನು ಜು.10ರಿಂದ ಸೆ.6ರವರೆಗೆ ಬೆಂಗಳೂರಿನಲ್ಲಿ ಕೈಗೊಳ್ಳಲಿದ್ದಾರೆ. ಈ ಸಂದರ್ಭದಲ್ಲಿ ವಿವಿಧ ಧಾರ್ಮಿಕ, ಸಾಂಸ್ಕೃತಿಕ ಕಾರ್ಯಕ್ರಮಗಳು ನಡೆಯಲಿವೆ ಎಂದು ಪ್ರಕಟಣೆ ತಿಳಿಸಿದೆ. [6, 610, 244, 688]
list-item: ▶ 68.21 ಲಕ್ಷ ಜನರ ಪ್ರಾಥಮಿಕ ತಪಾಸಣೆ [1047, 1184, 1252, 1199]
ashakirana-title: ಆಶಾಕಿರಣದ ಪ್ರಗತಿ ಸಾಧನೆ [1047, 1131, 1166, 1147]
date-block [8, 8, 158, 56]
divider [250, 498, 251, 1596]
stamp-line1: ದಿಗಂತ [233, 1875, 259, 1889]
agri-tag [586, 74, 682, 110]
shivakumar-face-icon [990, 1650, 1028, 1696]
divider [974, 1826, 1261, 1827]
agri-caption: ರಾಜ್ಯಾದ್ಯಂತ ಉತ್ತಮ ಮಳೆಯಾಗಿದ್ದು, ಧಾರವಾಡ ಸಮೀಪದ ಲಕ್ಷ್ಮಾಪುರ ಗ್ರಾಮದಲ್ಲಿ ರೈತರು ಕೃಷಿ ಚಟುವಟಿಕೆಯಲ್ಲಿ ತೊಡಗಿರುವುದು. [372, 429, 866, 443]
ox-right-icon [712, 252, 808, 310]
quote3-box [974, 1828, 1261, 2034]
sanjeevini-box [484, 780, 906, 948]
shivakumar-shirt-icon [980, 1698, 1038, 1736]
agri-tag-line2: ಚಟುವಟಿಕೆ [615, 91, 653, 104]
color-strip [6, 1604, 1261, 1609]
divider [6, 490, 1261, 492]
agri-photo [372, 102, 902, 420]
paper-name: ಹೊಸದಿಗಂತ [1012, 8, 1118, 38]
kams-headline: ಕೆಎಂಎಸ್ ವಿರುದ್ಧ ಸಿಬ್ಬಂದಿ ಅಸಮಾಧಾನ [6, 1643, 646, 1701]
dinesh-story [748, 1082, 1261, 1596]
cm-kicker: ಸ್ವತಂತ್ರ, ನಿರ್ಭೀತಿಯಿಂದ ಮಾಧ್ಯಮ ಕಾರ್ಯನಿರ್ವಹಿಸಲಿ [398, 498, 764, 522]
wrecked-car-icon [528, 1176, 678, 1248]
ashok-story [918, 498, 1261, 1070]
sanjeevini-body: ಕಾರ್ಯಕ್ರಮದಲ್ಲಿ ಮುಖ್ಯಮಂತ್ರಿಗಳು ಮಾನ್ಯತೆ ಪಡೆದ ರಾಜ್ಯ ಪತ್ರಕರ್ತರು ಹಾಗೂ ಅವರ ಕುಟುಂಬಕ್ಕೆ 5 ಲಕ್ಷ ರೂ.ಗಳವರೆಗೆ ನಗದು ರಹಿತ ಚಿಕಿತ್ಸೆ ಪಡೆಯುವ ಸಂಜೀವಿನಿ ವೈದ್ಯಕೀಯ ವಿಮೆ ಜಾರಿ ಮಾಡಿದರು. ಜತೆಗೆ ಗ್ರಾಮೀಣ ಪತ್ರಕರ್ತರಿಗೆ ಉಚಿತ ಬಸ್ ಪಾಸ್ ವಿತರಿಸಿದರು. 16 ಕೋಟಿ ರೂ.ಗಳ ಹೆಚ್ಚುವರಿ ವೆಚ್ಚದಲ್ಲಿ 5500 ಕ್ಕೂ ಹೆಚ್ಚು ಗ್ರಾಮೀಣ ಭಾಗದ ಪತ್ರಕರ್ತರಿಗೆ ಬಸ್ ಪಾಸ್ ಯೋಜನೆ ಪ್ರಯೋಜನವಾಗಲಿದೆ. ಸುಮಾರು 2500 ಪತ್ರಕರ್ತರಿಗೆ ಸಂಜೀವಿನಿ ವೈದ್ಯಕೀಯ ವಿಮೆ ಪ್ರಯೋಜನವಾಗಲಿದ್ದು, ಈ ಯೋಜನೆಗಾಗಿ ಅರ್ಧ ಕೋಟಿಗೂ ಹೆಚ್ಚು ಮೊತ್ತವನ್ನು ಆರೋಗ್ಯ ಸುರಕ್ಷಾ ಟ್ರಸ್ಟ್‌ಗೆ ವರ್ಗಾಯಿಸಲಾಗಿದೆ. [493, 810, 897, 902]
cm-dateline: ಬೆಂಗಳೂರು: [256, 608, 300, 620]
phase1-label: ಹಂತ-1 (2022-23): ಚಿಕ್ಕಬಳ್ಳಾಪುರ, ಚಾಮರಾಜನಗರ, ಹಾವೇರಿ ಮತ್ತು ಕಲಬುರಗಿ [1047, 1152, 1196, 1179]
section-title: ಕರ್ನಾಟಕ [523, 9, 637, 53]
kirusuddi-item3-dateline: ಬೆಂಗಳೂರು: [6, 1312, 50, 1324]
quote-mark-icon: ❝ [1050, 1632, 1069, 1670]
kirusuddi-item2-body: ಚಿಕ್ಕಬಳ್ಳಾಪುರ ಜಿಲ್ಲೆಯ ವಿಶ್ವವಿಖ್ಯಾತ ನಂದಿಗಿರಿಧಾಮದಲ್ಲಿ ಬುಧವಾರ ರಾಜ್ಯ ಸಚಿವ ಸಂಪುಟ ಸಭೆ ನಡೆಯಲಿದ್ದು, ಎಲ್ಲ ಅಗತ್ಯ ಸಿದ್ಧತೆಗಳನ್ನು ಮಾಡಿಕೊಳ್ಳಲಾಗಿದೆ. ಈ ಸಭೆಯಲ್ಲಿ ಚಿಕ್ಕಬಳ್ಳಾಪುರ, ಕೋಲಾರ ಮತ್ತು ಬೆಂಗಳೂರು ಗ್ರಾಮಾಂತರ ಜಿಲ್ಲೆಗಳ ಅಭಿವೃದ್ಧಿಯ ಕುರಿತು ವಿಶೇಷ ಚರ್ಚೆ ನಡೆಯಲಿದೆ. ಹಲವು ಯೋಜನೆಗಳಿಗೆ ಅನುಮೋದನೆ ದೊರೆಯುವ ನಿರೀಕ್ಷೆ ಇದೆ. ಮುಖ್ಯಮಂತ್ರಿ ಸಿದ್ದರಾಮಯ್ಯ ಅಧ್ಯಕ್ಷತೆಯಲ್ಲಿ ಸಭೆ ನಡೆಯಲಿದ್ದು, ಸಚಿವರು, ಅಧಿಕಾರಿಗಳು ಪಾಲ್ಗೊಳ್ಳಲಿದ್ದಾರೆ. ಜಿಲ್ಲಾಡಳಿತವು ಭದ್ರತೆ ಹಾಗೂ ಸಂಚಾರ ವ್ಯವಸ್ಥೆಗೆ ಸೂಕ್ತ ಕ್ರಮ ಕೈಗೊಂಡಿದೆ. [6, 818, 244, 961]
divider [744, 1710, 745, 2034]
kirusuddi-item2-dateline: ಚಿಕ್ಕಬಳ್ಳಾಪುರ: [6, 818, 55, 830]
list-item: ▶ 72.15 ಲಕ್ಷ ಜನರ ಪ್ರಾಥಮಿಕ ತಪಾಸಣೆ [1047, 1330, 1252, 1345]
labour-story [6, 72, 362, 482]
quote-mark-icon: ❝ [756, 1710, 778, 1751]
stamp-line2: ವಿಶೇಷ [233, 1890, 259, 1903]
divider [912, 498, 913, 1070]
divider [256, 1388, 736, 1389]
kirusuddi-item1-dateline: ಮಂಗಳೂರು: [6, 610, 52, 622]
city-label: ಶಿವಮೊಗ್ಗ [22, 42, 60, 56]
list-item: ▶ 59,842 ಜನರಿಗೆ ಕಣ್ಣಿನ ಪೊರೆ ಶಸ್ತ್ರಚಿಕಿತ್ಸೆ ಯಶಸ್ವಿಯಾಗಿ ಮಾಡಲಾಗಿದೆ [1047, 1261, 1252, 1290]
